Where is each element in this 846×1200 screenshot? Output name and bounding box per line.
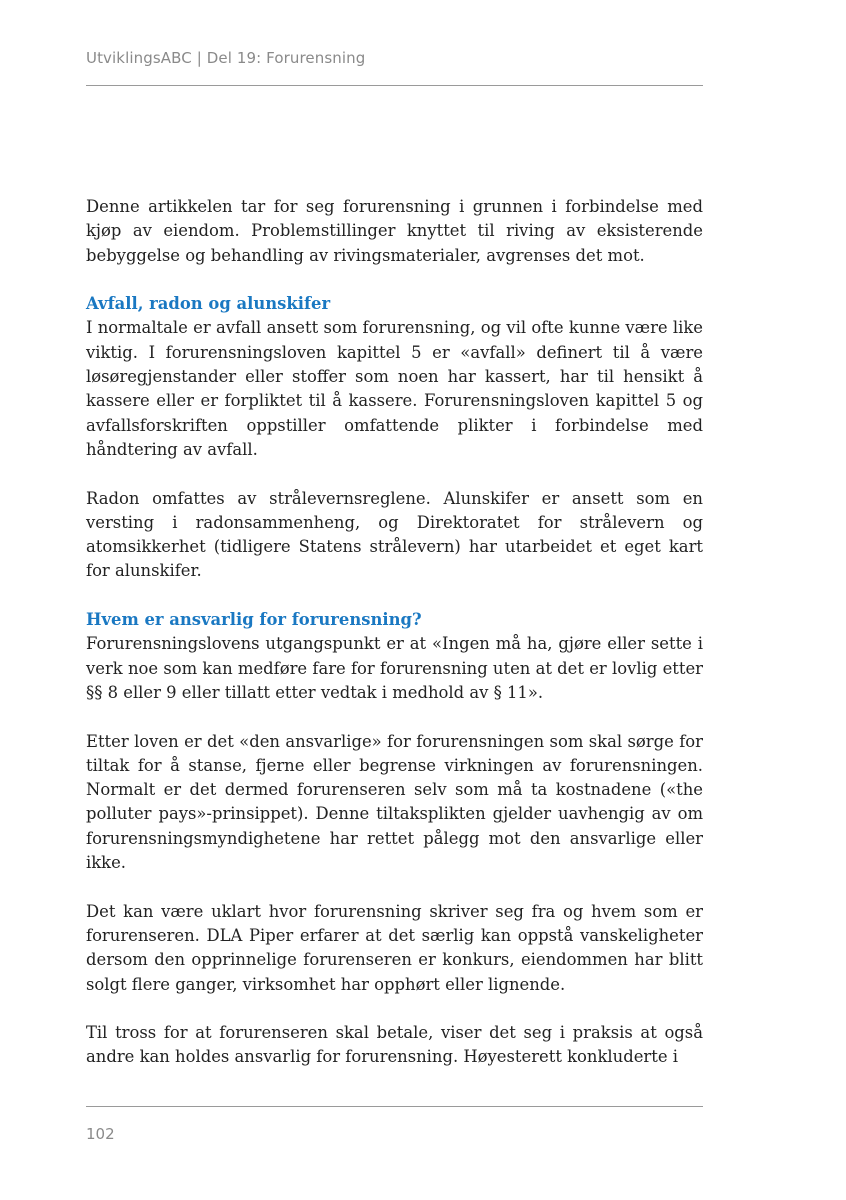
- paragraph-gap: [86, 268, 703, 292]
- footer-divider: [86, 1106, 703, 1107]
- header-divider: [86, 85, 703, 86]
- section-heading-responsibility: Hvem er ansvarlig for forurensning?: [86, 610, 422, 630]
- paragraph-gap: [86, 997, 703, 1021]
- paragraph-starting-point: Forurensningslovens utgangspunkt er at «Ingen må ha, gjøre eller sette i verk noe som kan medføre fare for forurensning uten at det er lovlig etter §§ 8 eller 9 eller tillatt etter vedtak i medhold av § 11».: [86, 634, 703, 702]
- paragraph-gap: [86, 705, 703, 729]
- paragraph-others-liable: Til tross for at forurenseren skal betale, viser det seg i praksis at også andre kan holdes ansvarlig for forurensning. Høyesterett konkluderte i: [86, 1023, 703, 1067]
- running-header: UtviklingsABC | Del 19: Forurensning: [86, 49, 366, 67]
- paragraph-gap: [86, 875, 703, 899]
- article-body: [86, 195, 703, 1070]
- paragraph-radon: Radon omfattes av strålevernsreglene. Alunskifer er ansett som en versting i radonsammenheng, og Direktoratet for strålevern og atomsikkerhet (tidligere Statens strålevern) har utarbeidet et eget kart for alunskifer.: [86, 488, 703, 581]
- paragraph-gap: [86, 462, 703, 486]
- paragraph-gap: [86, 584, 703, 608]
- paragraph-polluter-pays: Etter loven er det «den ansvarlige» for forurensningen som skal sørge for tiltak for å stanse, fjerne eller begrense virkningen av forurensningen. Normalt er det dermed forurenseren selv som må ta kostnadene («the polluter pays»-prinsippet). Denne tiltaksplikten gjelder uavhengig av om forurensningsmyndighetene har rettet pålegg mot den ansvarlige eller ikke.: [86, 731, 703, 873]
- paragraph-unclear-polluter: Det kan være uklart hvor forurensning skriver seg fra og hvem som er forurenseren. DLA Piper erfarer at det særlig kan oppstå vanskeligheter dersom den opprinnelige forurenseren er konkurs, eiendommen har blitt solgt flere ganger, virksomhet har opphørt eller lignende.: [86, 901, 703, 994]
- paragraph-waste: I normaltale er avfall ansett som forurensning, og vil ofte kunne være like viktig. I forurensningsloven kapittel 5 er «avfall» definert til å være løsøregjenstander eller stoffer som noen har kassert, har til hensikt å kassere eller er forpliktet til å kassere. Forurensningsloven kapittel 5 og avfallsforskriften oppstiller omfattende plikter i forbindelse med håndtering av avfall.: [86, 318, 703, 459]
- intro-paragraph: Denne artikkelen tar for seg forurensning i grunnen i forbindelse med kjøp av eiendom. Problemstillinger knyttet til riving av eksisterende bebyggelse og behandling av rivingsmaterialer, avgrenses det mot.: [86, 197, 703, 265]
- section-heading-waste: Avfall, radon og alunskifer: [86, 294, 331, 314]
- page-number: 102: [86, 1125, 115, 1143]
